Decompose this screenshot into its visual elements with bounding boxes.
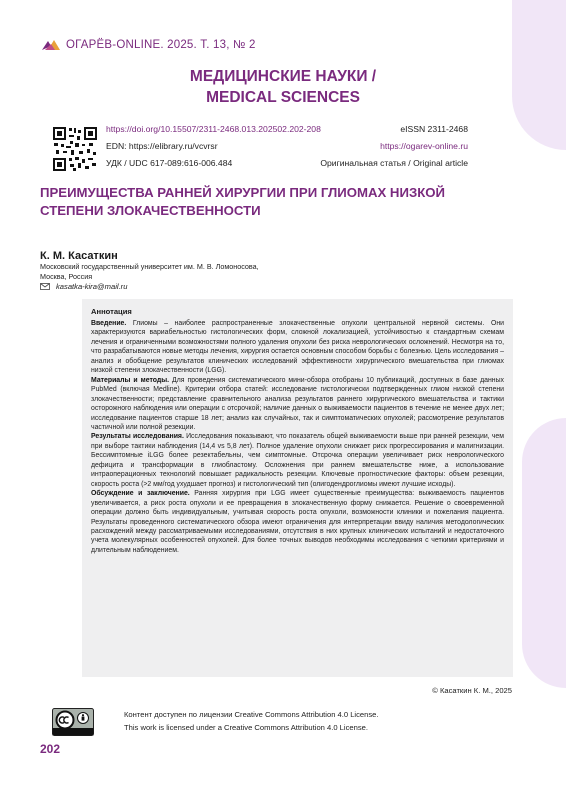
section-title-ru: МЕДИЦИНСКИЕ НАУКИ / — [189, 68, 377, 85]
article-title — [40, 184, 530, 220]
envelope-icon — [40, 283, 50, 290]
article-title-line: ПРЕИМУЩЕСТВА РАННЕЙ ХИРУРГИИ ПРИ ГЛИОМАХ НИЗКОЙ — [40, 185, 445, 200]
section-label: Результаты исследования. — [91, 433, 184, 441]
issn: eISSN 2311-2468 — [400, 124, 468, 134]
abstract-methods — [91, 376, 504, 433]
section-label: Обсуждение и заключение. — [91, 490, 190, 498]
cc-by-license-icon[interactable] — [52, 708, 94, 736]
abstract-results — [91, 432, 504, 489]
journal-name: ОГАРЁВ-ONLINE. 2025. Т. 13, № 2 — [66, 39, 256, 51]
abstract-panel — [82, 299, 513, 677]
page-number: 202 — [40, 742, 61, 756]
section-title — [0, 66, 566, 108]
author-email-row — [40, 282, 127, 291]
license-en: This work is licensed under a Creative Commons Attribution 4.0 License. — [124, 723, 368, 732]
journal-site-link[interactable]: https://ogarev-online.ru — [380, 141, 468, 151]
affiliation-city: Москва, Россия — [40, 272, 93, 281]
affiliation: Московский государственный университет им. М. В. Ломоносова, — [40, 262, 259, 271]
article-type: Оригинальная статья / Original article — [320, 158, 468, 168]
section-title-en: MEDICAL SCIENCES — [206, 89, 360, 106]
doi-link[interactable]: https://doi.org/10.15507/2311-2468.013.202502.202-208 — [106, 124, 321, 134]
section-text: Ранняя хирургия при LGG имеет существенные преимущества: выживаемость пациентов увеличивается, а риск роста опухоли и ее превращения в злокачественную форму снижается. Решение о своевременной операции должно быть индивидуальным, учитывая скорость роста опухоли, возможности клиники и пожелания пациента. Результаты проведенного систематического обзора имеют ограничения для интерпретации ввиду наличия методологических расхождений между рассматриваемыми исследованиями, отсутствия в них крупных клинических испытаний и недостаточного учета молекулярных особенностей опухолей. Для более точных выводов необходимы исследования с четкими критериями и длительным наблюдением. — [91, 490, 504, 554]
qr-code-icon[interactable] — [52, 126, 98, 172]
decorative-side-band — [522, 418, 566, 688]
edn-link[interactable]: EDN: https://elibrary.ru/vcvrsr — [106, 141, 218, 151]
section-label: Материалы и методы. — [91, 376, 170, 384]
section-label: Введение. — [91, 320, 127, 327]
author-email[interactable]: kasatka-kira@mail.ru — [56, 282, 128, 291]
abstract-introduction — [91, 319, 504, 376]
license-ru: Контент доступен по лицензии Creative Commons Attribution 4.0 License. — [124, 710, 379, 719]
copyright: © Касаткин К. М., 2025 — [432, 686, 512, 695]
author-name: К. М. Касаткин — [40, 250, 118, 262]
article-title-line: СТЕПЕНИ ЗЛОКАЧЕСТВЕННОСТИ — [40, 203, 261, 218]
section-text: Глиомы – наиболее распространенные злокачественные опухоли центральной нервной системы. Они характеризуются вариабельностью гистологических форм, сложной локализацией, устойчивостью к стандартным схемам лечения и ограниченными возможностями полного удаления опухоли без риска неврологических осложнений. Несмотря на то, что разрабатываются новые методы лечения, хирургия остается основным способом борьбы с болезнью. Цель исследования – анализ и обобщение результатов клинических исследований эффективности хирургического вмешательства при глиомах низкой степени злокачественности (LGG). — [91, 320, 504, 375]
abstract-heading: Аннотация — [91, 307, 132, 316]
journal-header — [40, 36, 256, 54]
section-text: Для проведения систематического мини-обзора отобраны 10 публикаций, доступных в базе данных PubMed (включая Medline). Критерии отбора статей: исследование гистологически подтвержденных глиом низкой степени злокачественности; представление сравнительного анализа результатов раннего хирургического вмешательства и тактики осторожного наблюдения или операции с отсрочкой; наличие данных о выживаемости пациентов в течение не менее двух лет; исследование пациентов старше 18 лет; анализ как случайных, так и симптоматических опухолей; рассмотрение результатов частичной или полной резекции. — [91, 376, 504, 431]
journal-logo-icon — [40, 38, 62, 52]
abstract-discussion — [91, 489, 504, 555]
section-text: Исследования показывают, что показатель общей выживаемости выше при ранней резекции, чем при выборе тактики наблюдения (14,4 vs 5,8 лет). Полное удаление опухоли снижает риск прогрессирования и малигнизации. Бессимптомные iLGG более резектабельны, чем симптомные. Отсрочка операции увеличивает риск неврологического дефицита и трансформации в глиобластому. Осложнения при раннем вмешательстве ниже, а использование интраоперационных технологий повышает радикальность резекции. Ключевые прогностические факторы: объем резекции, скорость роста (>2 мм/год ухудшает прогноз) и гистологический тип (олигодендроглиомы имеют лучшие исходы). — [91, 433, 504, 488]
udc-code: УДК / UDC 617-089:616-006.484 — [106, 158, 233, 168]
